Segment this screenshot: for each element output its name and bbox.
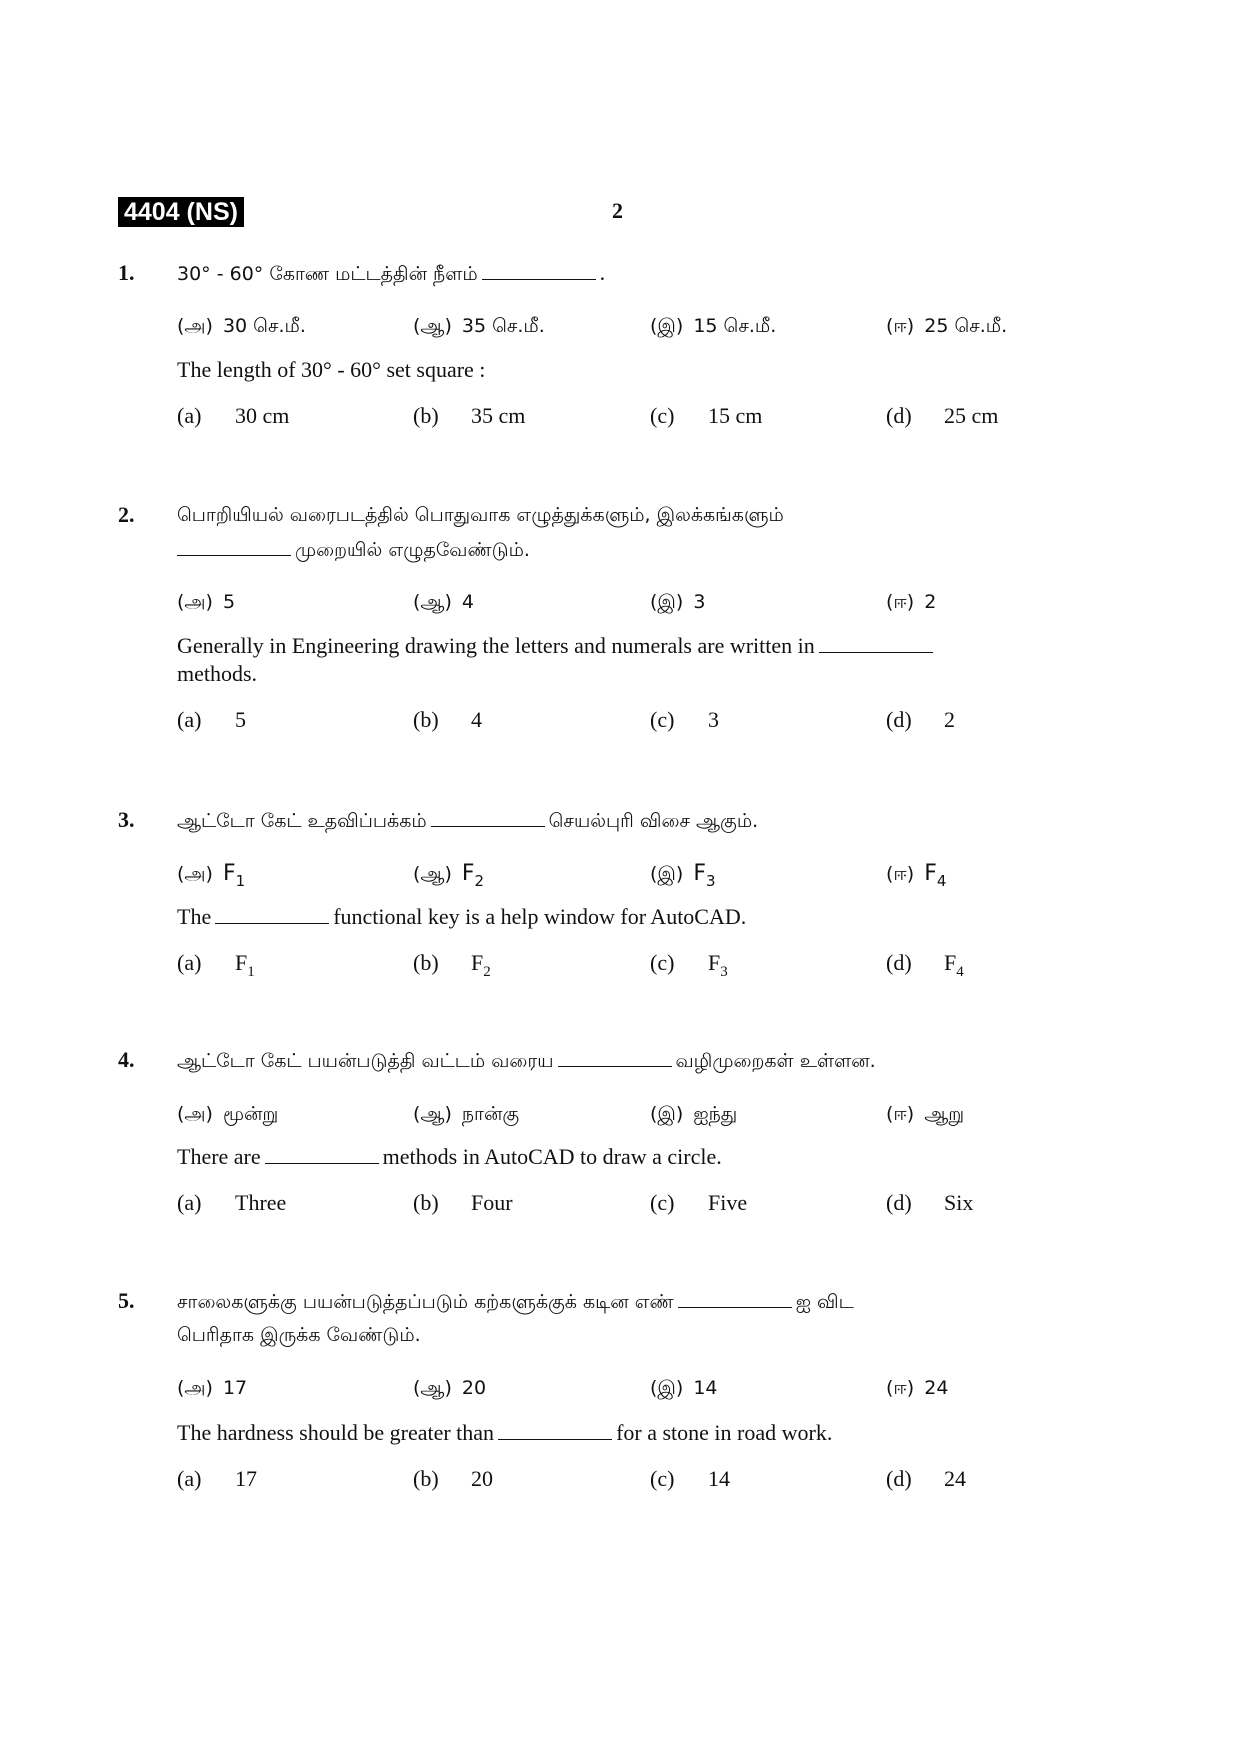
options-row-ta	[0, 856, 1240, 892]
question-text-en: The hardness should be greater than for a stone in road work.	[177, 1420, 833, 1445]
answer-blank	[482, 259, 596, 280]
option: (இ) $F_3$	[650, 861, 716, 890]
question-text-ta: 30° - 60° கோண மட்டத்தின் நீளம் .	[177, 260, 606, 285]
option: (c) Five	[650, 1190, 748, 1215]
option: (ஆ) $F_2$	[413, 861, 485, 890]
options-row-ta	[0, 1370, 1240, 1406]
option: (அ) மூன்று	[177, 1103, 279, 1125]
option: (ஆ) 20	[413, 1377, 487, 1399]
question-text-ta: ஆட்டோ கேட் உதவிப்பக்கம் செயல்புரி விசை ஆகும்.	[177, 805, 1072, 836]
option: (அ) 17	[177, 1377, 248, 1399]
option: (b) 4	[413, 707, 482, 732]
page-number: 2	[612, 198, 623, 223]
options-row-en	[0, 1185, 1240, 1221]
answer-blank	[265, 1143, 379, 1164]
question-text-en: The functional key is a help window for AutoCAD.	[177, 904, 747, 929]
option: (c) 15 cm	[650, 403, 763, 428]
answer-blank	[215, 903, 329, 924]
option: (ஆ) நான்கு	[413, 1103, 520, 1125]
question-text-ta: சாலைகளுக்கு பயன்படுத்தப்படும் கற்களுக்குக் கடின எண் ஐ விட	[177, 1286, 1072, 1317]
answer-blank	[678, 1287, 792, 1308]
option: (c) 14	[650, 1466, 730, 1491]
option: (இ) ஐந்து	[650, 1103, 738, 1125]
options-row-en	[0, 945, 1240, 981]
question-text-ta: ஆட்டோ கேட் பயன்படுத்தி வட்டம் வரைய வழிமுறைகள் உள்ளன.	[177, 1045, 1072, 1076]
answer-blank	[498, 1419, 612, 1440]
option: (அ) 5	[177, 591, 236, 613]
option: (b) 35 cm	[413, 403, 526, 428]
option: (a) $F_1$	[177, 950, 255, 980]
option: (ஈ) 25 செ.மீ.	[886, 315, 1008, 337]
options-row-ta	[0, 308, 1240, 344]
option: (d) 25 cm	[886, 403, 999, 428]
option: (d) 24	[886, 1466, 966, 1491]
option: (d) 2	[886, 707, 955, 732]
answer-blank	[177, 535, 291, 556]
question-text-ta-cont: பெரிதாக இருக்க வேண்டும்.	[177, 1324, 421, 1346]
option: (d) Six	[886, 1190, 974, 1215]
options-row-en	[0, 1461, 1240, 1497]
option: (d) $F_4$	[886, 950, 964, 980]
answer-blank	[558, 1046, 672, 1067]
option: (இ) 15 செ.மீ.	[650, 315, 777, 337]
option: (a) 5	[177, 707, 246, 732]
options-row-en	[0, 702, 1240, 738]
option: (ஈ) 24	[886, 1377, 949, 1399]
option: (அ) 30 செ.மீ.	[177, 315, 306, 337]
option: (b) 20	[413, 1466, 493, 1491]
question-number: 4.	[118, 1047, 135, 1072]
options-row-en	[0, 398, 1240, 434]
option: (ஆ) 35 செ.மீ.	[413, 315, 545, 337]
question-text-en: The length of 30° - 60° set square :	[177, 357, 486, 382]
question-text-en: There are methods in AutoCAD to draw a circle.	[177, 1144, 722, 1169]
option: (a) 30 cm	[177, 403, 290, 428]
question-number: 1.	[118, 260, 135, 285]
question-number: 3.	[118, 807, 135, 832]
option: (ஈ) ஆறு	[886, 1103, 965, 1125]
option: (a) 17	[177, 1466, 257, 1491]
option: (இ) 3	[650, 591, 706, 613]
option: (ஈ) $F_4$	[886, 861, 947, 890]
question-text-ta-cont: முறையில் எழுதவேண்டும்.	[177, 534, 1072, 565]
option: (அ) $F_1$	[177, 861, 246, 890]
option: (இ) 14	[650, 1377, 718, 1399]
answer-blank	[431, 806, 545, 827]
option: (ஆ) 4	[413, 591, 474, 613]
question-text-ta: பொறியியல் வரைபடத்தில் பொதுவாக எழுத்துக்களும், இலக்கங்களும்	[177, 504, 784, 526]
option: (c) 3	[650, 707, 719, 732]
options-row-ta	[0, 584, 1240, 620]
option: (b) Four	[413, 1190, 513, 1215]
option: (ஈ) 2	[886, 591, 937, 613]
option: (a) Three	[177, 1190, 287, 1215]
question-number: 5.	[118, 1288, 135, 1313]
options-row-ta	[0, 1096, 1240, 1132]
answer-blank	[819, 632, 933, 653]
question-number: 2.	[118, 502, 135, 527]
question-text-en-cont: methods.	[177, 661, 258, 686]
option: (b) $F_2$	[413, 950, 491, 980]
paper-code: 4404 (NS)	[118, 197, 244, 227]
option: (c) $F_3$	[650, 950, 728, 980]
question-text-en: Generally in Engineering drawing the letters and numerals are written in	[177, 631, 1072, 661]
